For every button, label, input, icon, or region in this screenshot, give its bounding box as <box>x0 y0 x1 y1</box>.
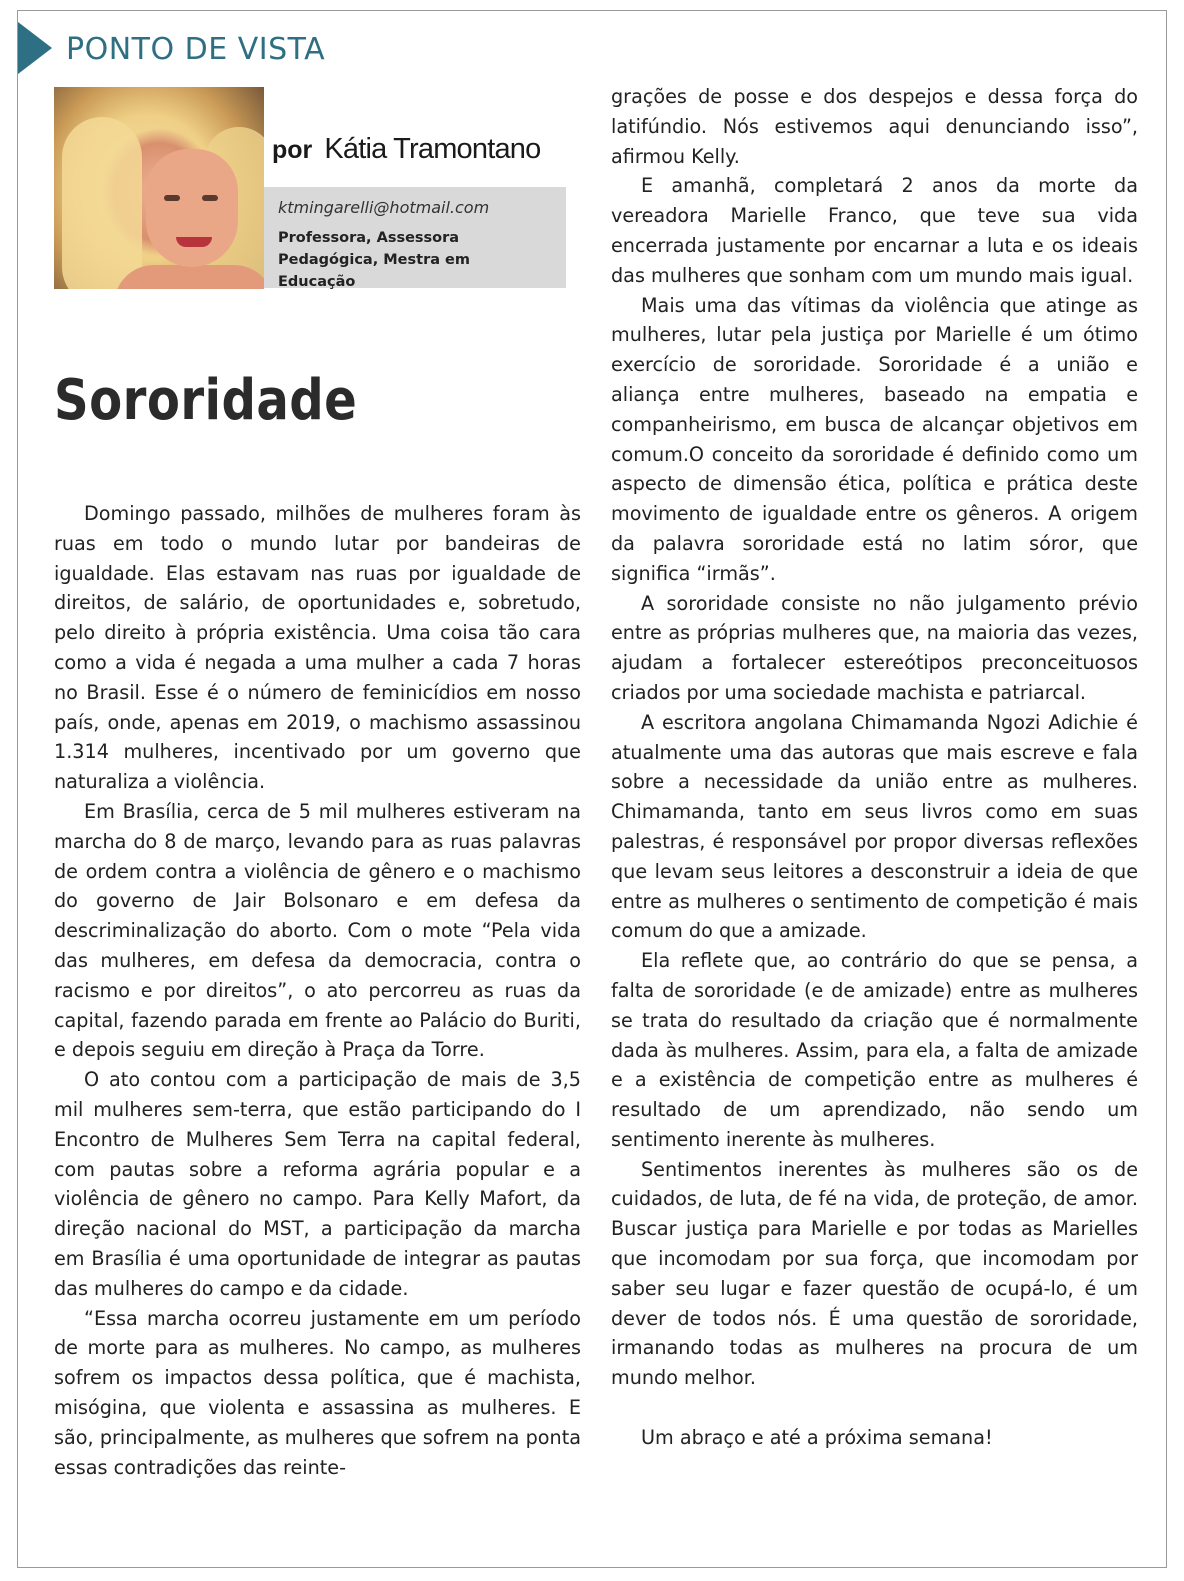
author-photo <box>54 87 264 289</box>
photo-hair-left <box>62 117 142 289</box>
section-arrow-icon <box>18 22 52 74</box>
article-paragraph: “Essa marcha ocorreu justamente em um período de morte para as mulheres. No campo, as mulheres sofrem os impactos dessa política, que é machista, misógina, que violenta e assassina as mulheres. E são, principalmente, as mulheres que sofrem na ponta essas contradições das reinte- <box>54 1306 581 1479</box>
author-role <box>278 227 552 293</box>
photo-face <box>146 149 238 267</box>
author-email[interactable]: ktmingarelli@hotmail.com <box>278 198 490 217</box>
article-column-left <box>54 499 581 1482</box>
section-title: PONTO DE VISTA <box>66 32 326 67</box>
photo-shoulder <box>114 265 264 289</box>
photo-eye-right <box>202 195 218 201</box>
byline-prefix: por <box>272 136 313 164</box>
article-paragraph: Domingo passado, milhões de mulheres foram às ruas em todo o mundo lutar por bandeiras de igualdade. Elas estavam nas ruas por igualdade de direitos, de salário, de oportunidades e, sobretudo, pelo direito à própria existência. Uma coisa tão cara como a vida é negada a uma mulher a cada 7 horas no Brasil. Esse é o número de feminicídios em nosso país, onde, apenas em 2019, o machismo assassinou 1.314 mulheres, incentivado por um governo que naturaliza a violência. <box>54 502 581 794</box>
article-paragraph: O ato contou com a participação de mais de 3,5 mil mulheres sem-terra, que estão participando do I Encontro de Mulheres Sem Terra na capital federal, com pautas sobre a reforma agrária popular e a violência de gênero no campo. Para Kelly Mafort, da direção nacional do MST, a participação da marcha em Brasília é uma oportunidade de integrar as pautas das mulheres do campo e da cidade. <box>54 1068 581 1300</box>
article-paragraph: A sororidade consiste no não julgamento prévio entre as próprias mulheres que, na maioria das vezes, ajudam a fortalecer estereótipos preconceituosos criados por uma sociedade machista e patriarcal. <box>611 591 1138 704</box>
author-role-line-2: Pedagógica, Mestra em Educação <box>278 252 471 290</box>
article-column-right <box>611 82 1138 1453</box>
article-paragraph: Em Brasília, cerca de 5 mil mulheres estiveram na marcha do 8 de março, levando para as ruas palavras de ordem contra a violência de gênero e o machismo do governo de Jair Bolsonaro e em defesa da descriminalização do aborto. Com o mote “Pela vida das mulheres, em defesa da democracia, contra o racismo e por direitos”, o ato percorreu as ruas da capital, fazendo parada em frente ao Palácio do Buriti, e depois seguiu em direção à Praça da Torre. <box>54 799 581 1062</box>
article-paragraph: Ela reflete que, ao contrário do que se pensa, a falta de sororidade (e de amizade) entre as mulheres se trata do resultado da criação que é normalmente dada às mulheres. Assim, para ela, a falta de amizade e a existência de competição entre as mulheres é resultado de um aprendizado, não sendo um sentimento inerente às mulheres. <box>611 949 1138 1151</box>
byline <box>272 133 540 166</box>
author-role-line-1: Professora, Assessora <box>278 230 460 246</box>
author-name: Kátia Tramontano <box>324 133 541 165</box>
article-headline: Sororidade <box>54 368 358 433</box>
photo-mouth <box>176 237 212 247</box>
article-paragraph: E amanhã, completará 2 anos da morte da vereadora Marielle Franco, que teve sua vida encerrada justamente por encarnar a luta e os ideais das mulheres que sonham com um mundo mais igual. <box>611 174 1138 287</box>
article-paragraph: Mais uma das vítimas da violência que atinge as mulheres, lutar pela justiça por Marielle é um ótimo exercício de sororidade. Sororidade é a união e aliança entre mulheres, baseado na empatia e companheirismo, em busca de alcançar objetivos em comum.O conceito da sororidade é definido como um aspecto de dimensão ética, política e prática deste movimento de igualdade entre os gêneros. A origem da palavra sororidade está no latim sóror, que significa “irmãs”. <box>611 293 1138 585</box>
article-paragraph-continuation: grações de posse e dos despejos e dessa força do latifúndio. Nós estivemos aqui denunciando isso”, afirmou Kelly. <box>611 85 1138 168</box>
photo-eye-left <box>164 195 180 201</box>
article-signoff: Um abraço e até a próxima semana! <box>641 1425 993 1449</box>
author-info-box <box>264 187 566 288</box>
article-paragraph: A escritora angolana Chimamanda Ngozi Adichie é atualmente uma das autoras que mais escreve e fala sobre a necessidade da união entre as mulheres. Chimamanda, tanto em seus livros como em suas palestras, é responsável por propor diversas reflexões que levam seus leitores a desconstruir a ideia de que entre as mulheres o sentimento de competição é mais comum do que a amizade. <box>611 710 1138 943</box>
article-paragraph: Sentimentos inerentes às mulheres são os de cuidados, de luta, de fé na vida, de proteção, de amor. Buscar justiça para Marielle e por todas as Marielles que incomodam por sua força, que incomodam por saber seu lugar e fazer questão de ocupá-lo, é um dever de todos nós. É uma questão de sororidade, irmanando todas as mulheres na procura de um mundo melhor. <box>611 1157 1138 1390</box>
